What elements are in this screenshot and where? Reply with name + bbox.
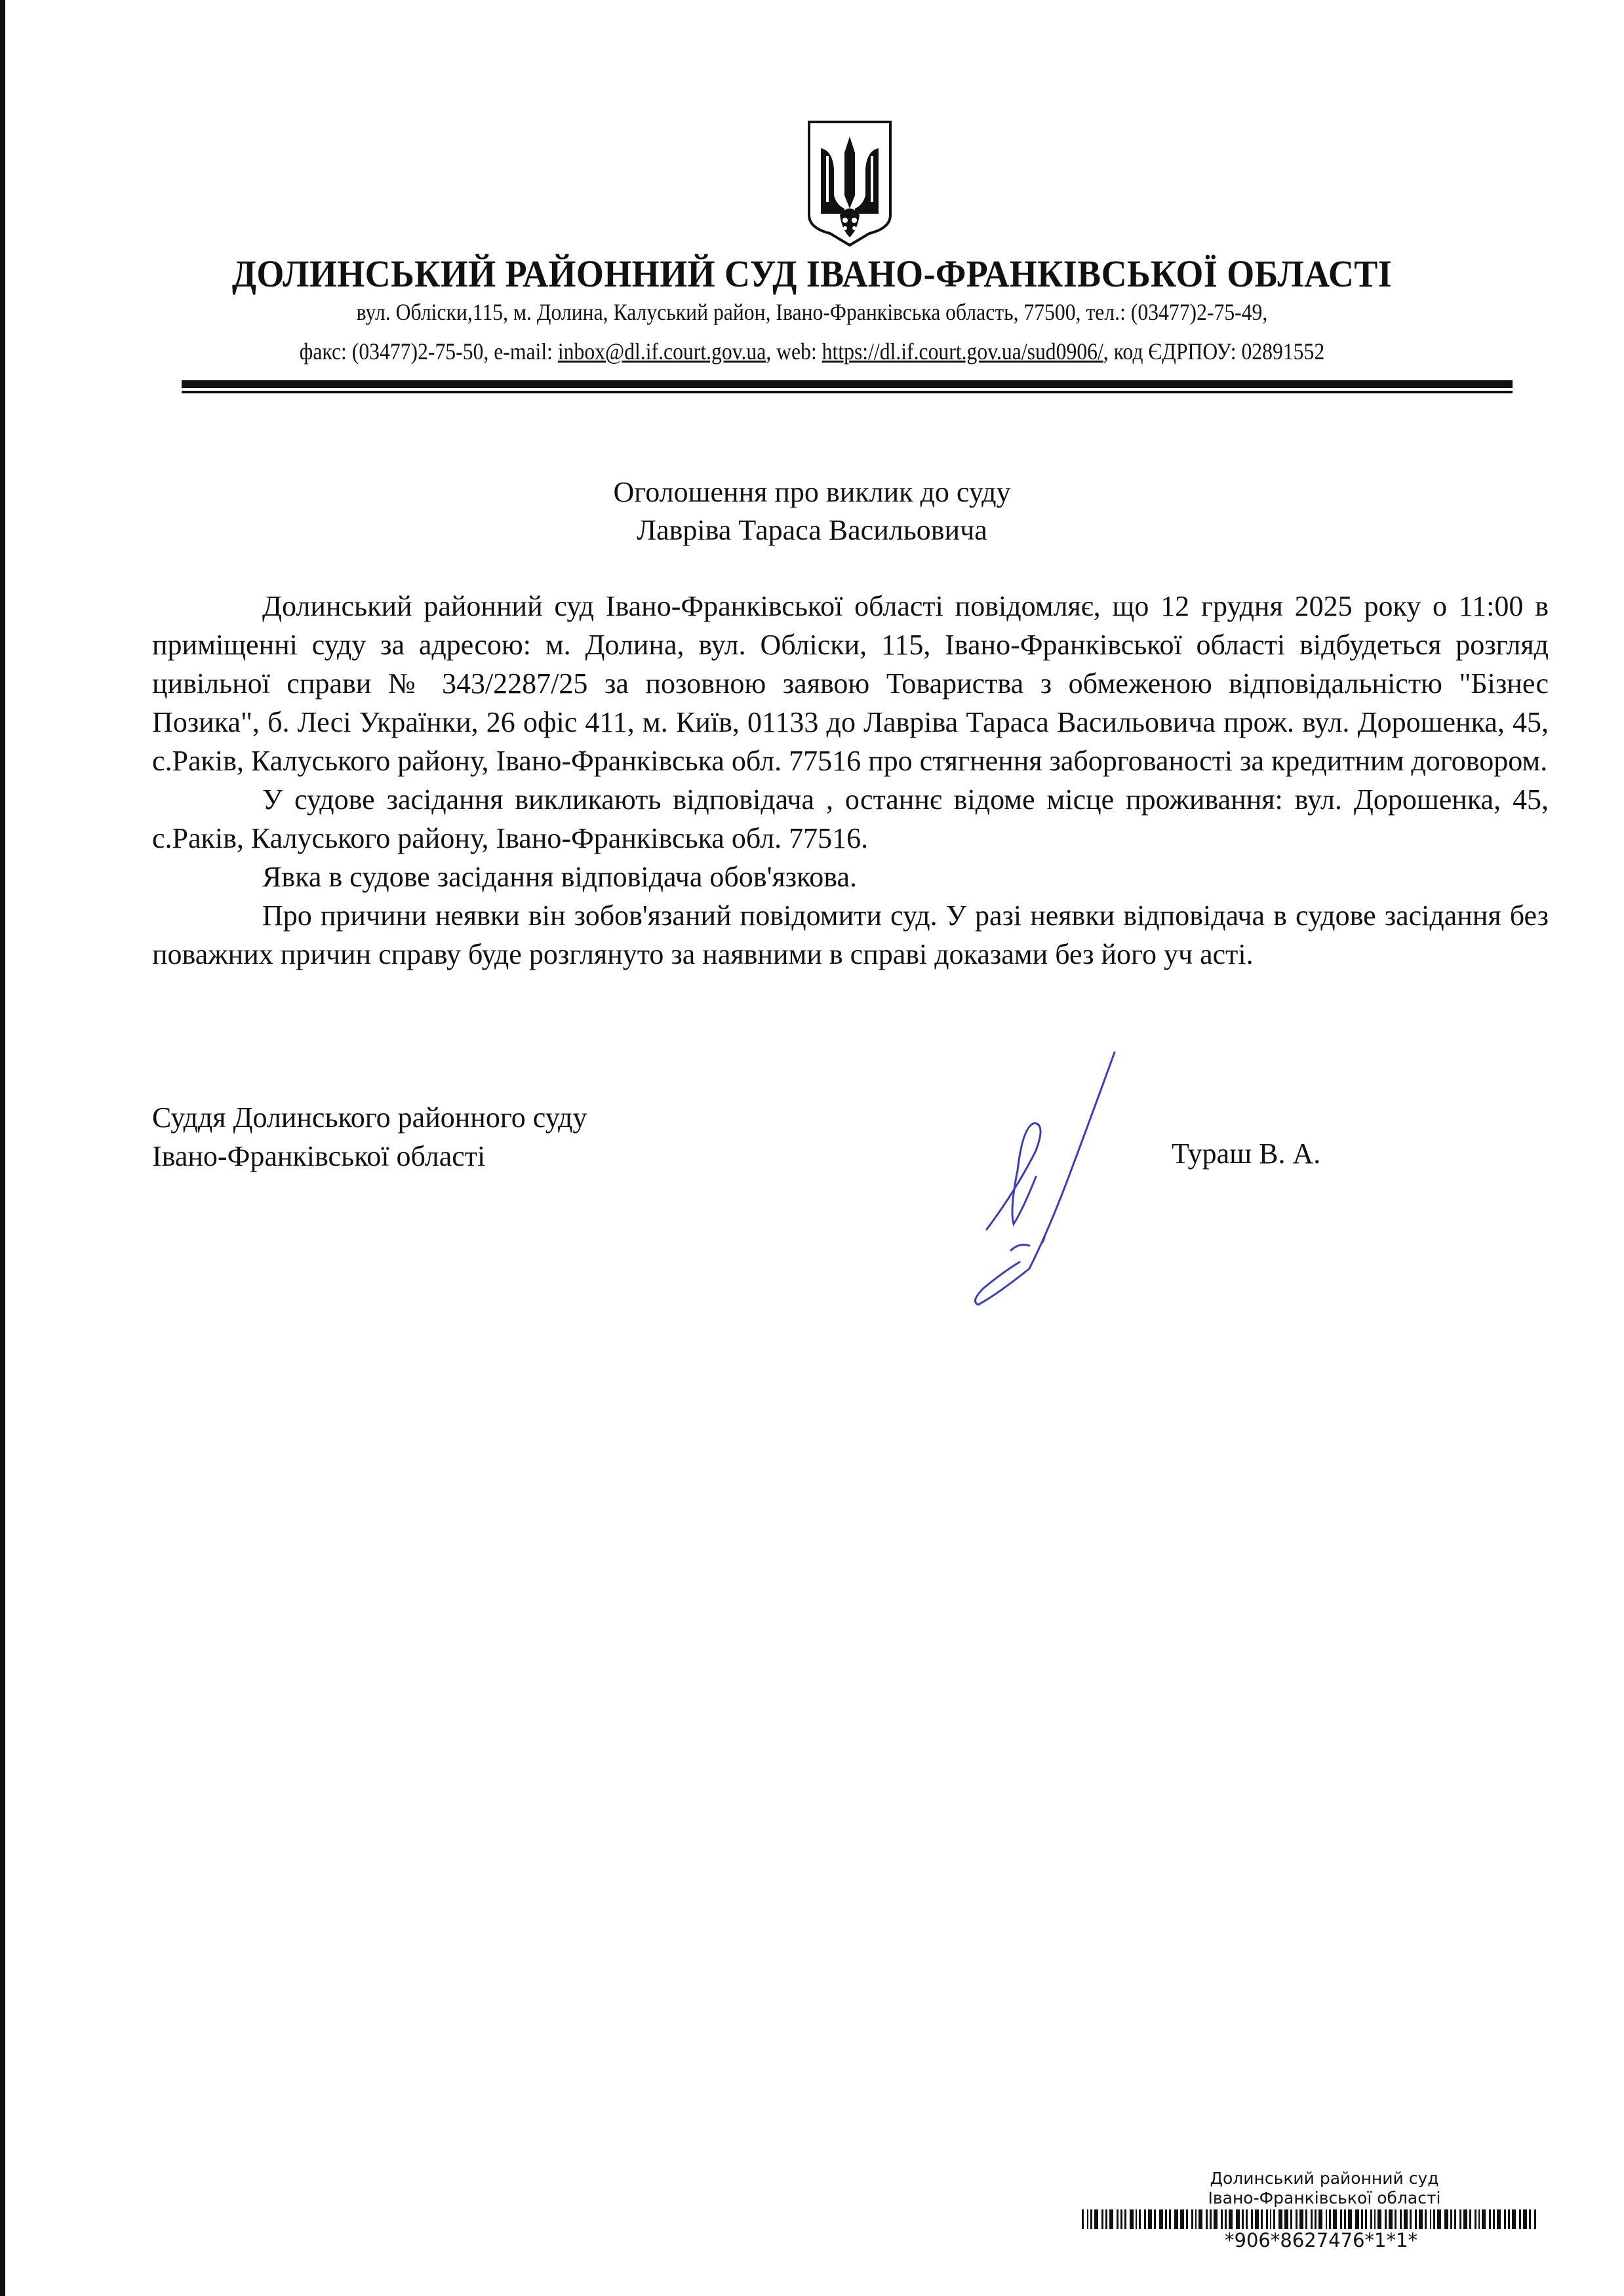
handwritten-signature-icon [957, 1046, 1128, 1308]
court-address: вул. Обліски,115, м. Долина, Калуський район, Івано-Франківська область, 77500, тел.: (03477)2-75-49, [356, 299, 1268, 325]
paragraph-attendance: Явка в судове засідання відповідача обов'язкова. [262, 861, 857, 893]
judge-position [152, 1098, 587, 1176]
web-label: , web: [766, 338, 822, 365]
stamp-line-1: Долинський районний суд [1210, 2169, 1439, 2188]
fax-label: факс: (03477)2-75-50, e-mail: [299, 338, 558, 365]
judge-position-line-2: Івано-Франківської області [152, 1140, 486, 1172]
barcode-icon [1082, 2209, 1547, 2229]
paragraph-summons: У судове засідання викликають відповідача , останнє відоме місце проживання: вул. Дорошенка, 45, с.Раків, Калуського району, Івано-Франківська обл. 77516. [152, 783, 1549, 854]
paragraph-hearing-notice: Долинський районний суд Івано-Франківської області повідомляє, що 12 грудня 2025 року о 11:00 в приміщенні суду за адресою: м. Долина, вул. Обліски, 115, Івано-Франківської області відбудеться розгляд цивільної справи № 343/2287/25 за позовною заявою Товариства з обмеженою відповідальністю "Бізнес Позика", б. Лесі Українки, 26 офіс 411, м. Київ, 01133 до Лавріва Тараса Васильовича прож. вул. Дорошенка, 45, с.Раків, Калуського району, Івано-Франківська обл. 77516 про стягнення заборгованості за кредитним договором. [152, 590, 1549, 777]
judge-name: Тураш В. А. [1172, 1138, 1321, 1170]
web-link[interactable]: https://dl.if.court.gov.ua/sud0906/ [822, 338, 1103, 365]
paragraph-absence: Про причини неявки він зобов'язаний повідомити суд. У разі неявки відповідача в судове засідання без поважних причин справу буде розглянуто за наявними в справі доказами без його уч асті. [152, 900, 1549, 970]
stamp-line-2: Івано-Франківської області [1208, 2188, 1441, 2207]
registry-stamp [1082, 2169, 1547, 2251]
header-divider-thin [182, 391, 1513, 393]
announcement-title [0, 473, 1624, 549]
title-line-2: Лавріва Тараса Васильовича [637, 514, 987, 546]
header-divider-thick [182, 380, 1513, 388]
barcode-number: *906*8627476*1*1* [1225, 2229, 1417, 2251]
court-name-heading: ДОЛИНСЬКИЙ РАЙОННИЙ СУД ІВАНО-ФРАНКІВСЬКОЇ ОБЛАСТІ [231, 252, 1393, 295]
announcement-body [152, 587, 1549, 974]
judge-position-line-1: Суддя Долинського районного суду [152, 1101, 587, 1134]
title-line-1: Оголошення про виклик до суду [613, 476, 1011, 508]
email-link[interactable]: inbox@dl.if.court.gov.ua [557, 338, 766, 365]
court-contacts [98, 338, 1527, 365]
scan-edge [0, 0, 5, 2296]
edrpou-code: , код ЄДРПОУ: 02891552 [1103, 338, 1325, 365]
coat-of-arms-of-ukraine-icon [804, 117, 896, 248]
